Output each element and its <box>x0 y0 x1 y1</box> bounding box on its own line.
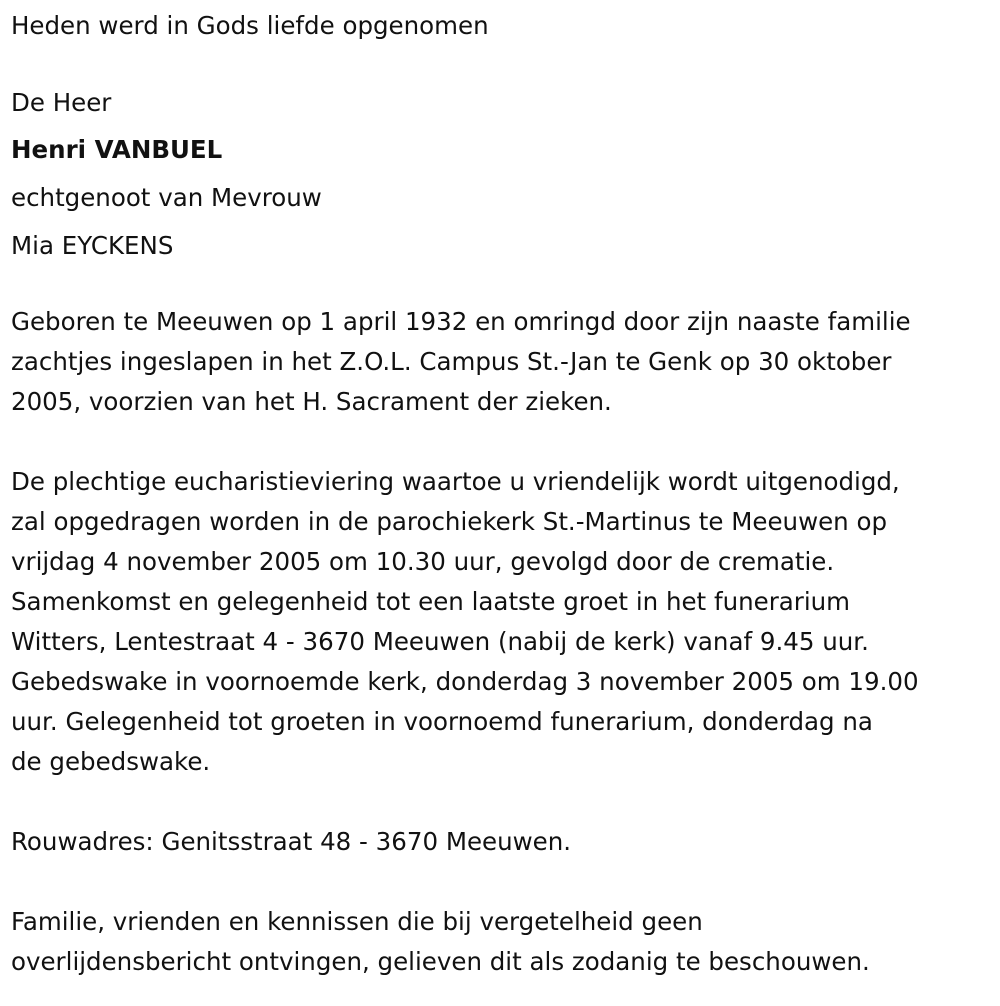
paragraph-line: Geboren te Meeuwen op 1 april 1932 en omringd door zijn naaste familie <box>11 307 911 336</box>
mourning-address: Rouwadres: Genitsstraat 48 - 3670 Meeuwen. <box>11 827 572 856</box>
deceased-name: Henri VANBUEL <box>11 135 223 164</box>
obituary-document <box>11 0 991 982</box>
spouse-name: Mia EYCKENS <box>11 231 174 260</box>
paragraph-line: de gebedswake. <box>11 747 211 776</box>
paragraph-line: zal opgedragen worden in de parochiekerk St.-Martinus te Meeuwen op <box>11 507 888 536</box>
spacer <box>11 862 991 902</box>
deceased-relation: echtgenoot van Mevrouw <box>11 183 322 212</box>
paragraph-line: Familie, vrienden en kennissen die bij vergetelheid geen <box>11 907 703 936</box>
paragraph-line: overlijdensbericht ontvingen, gelieven dit als zodanig te beschouwen. <box>11 947 870 976</box>
spacer <box>11 422 991 462</box>
paragraph-line: De plechtige eucharistieviering waartoe u vriendelijk wordt uitgenodigd, <box>11 467 900 496</box>
closing-paragraph <box>11 902 991 982</box>
paragraph-line: Witters, Lentestraat 4 - 3670 Meeuwen (nabij de kerk) vanaf 9.45 uur. <box>11 627 869 656</box>
paragraph-line: uur. Gelegenheid tot groeten in voornoemd funerarium, donderdag na <box>11 707 873 736</box>
deceased-title: De Heer <box>11 88 112 117</box>
paragraph-line: vrijdag 4 november 2005 om 10.30 uur, gevolgd door de crematie. <box>11 547 835 576</box>
spacer <box>11 782 991 822</box>
paragraph-line: 2005, voorzien van het H. Sacrament der zieken. <box>11 387 612 416</box>
spacer <box>11 270 991 302</box>
paragraph-line: Gebedswake in voornoemde kerk, donderdag 3 november 2005 om 19.00 <box>11 667 919 696</box>
announcement-header: Heden werd in Gods liefde opgenomen <box>11 11 489 40</box>
ceremony-paragraph <box>11 462 991 782</box>
paragraph-line: Samenkomst en gelegenheid tot een laatste groet in het funerarium <box>11 587 851 616</box>
birth-paragraph <box>11 302 991 422</box>
paragraph-line: zachtjes ingeslapen in het Z.O.L. Campus St.-Jan te Genk op 30 oktober <box>11 347 892 376</box>
